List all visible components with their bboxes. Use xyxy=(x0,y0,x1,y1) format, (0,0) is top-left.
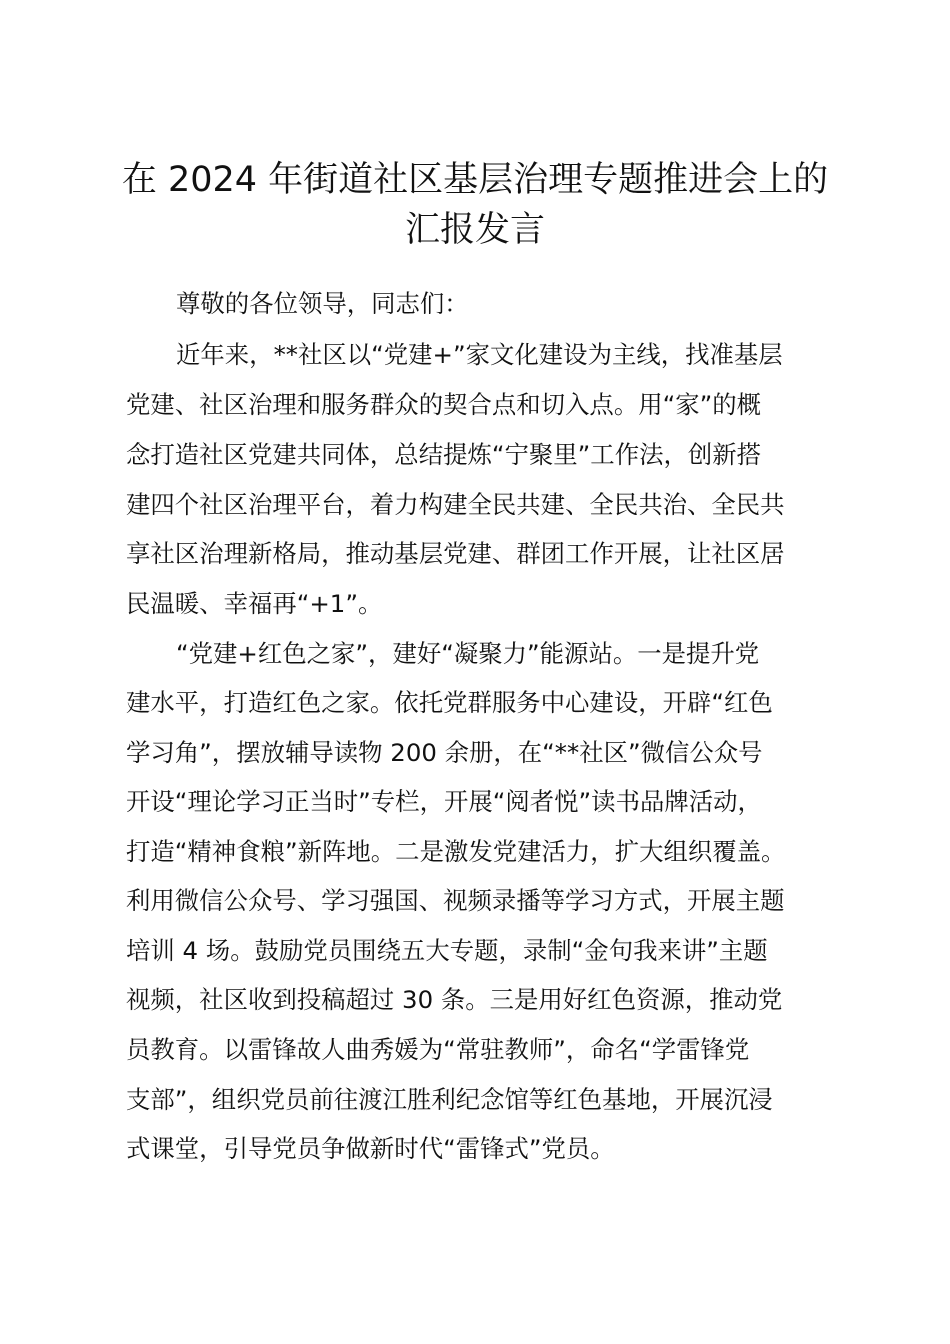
paragraph-2-line: 利用微信公众号、学习强国、视频录播等学习方式，开展主题 xyxy=(126,886,785,915)
paragraph-2-line: 开设“理论学习正当时”专栏，开展“阅者悦”读书品牌活动， xyxy=(126,787,762,816)
salutation: 尊敬的各位领导，同志们： xyxy=(176,289,469,318)
paragraph-1-line: 近年来，**社区以“党建+”家文化建设为主线，找准基层 xyxy=(176,340,783,369)
paragraph-2-line: 员教育。以雷锋故人曲秀媛为“常驻教师”，命名“学雷锋党 xyxy=(126,1035,750,1064)
paragraph-2-line: 建水平，打造红色之家。依托党群服务中心建设，开辟“红色 xyxy=(126,688,773,717)
paragraph-2-line: 培训 4 场。鼓励党员围绕五大专题，录制“金句我来讲”主题 xyxy=(126,936,768,965)
paragraph-2-line: 打造“精神食粮”新阵地。二是激发党建活力，扩大组织覆盖。 xyxy=(126,837,786,866)
paragraph-2-line: 视频，社区收到投稿超过 30 条。三是用好红色资源，推动党 xyxy=(126,985,783,1014)
paragraph-1-line: 念打造社区党建共同体，总结提炼“宁聚里”工作法，创新搭 xyxy=(126,440,762,469)
paragraph-2-line: “党建+红色之家”，建好“凝聚力”能源站。一是提升党 xyxy=(176,639,760,668)
document-title-line-1: 在 2024 年街道社区基层治理专题推进会上的 xyxy=(121,160,829,200)
paragraph-1-line: 建四个社区治理平台，着力构建全民共建、全民共治、全民共 xyxy=(126,490,785,519)
paragraph-1-line: 党建、社区治理和服务群众的契合点和切入点。用“家”的概 xyxy=(126,390,762,419)
paragraph-2-line: 学习角”，摆放辅导读物 200 余册，在“**社区”微信公众号 xyxy=(126,738,763,767)
paragraph-1-line: 民温暖、幸福再“+1”。 xyxy=(126,589,383,618)
paragraph-1-line: 享社区治理新格局，推动基层党建、群团工作开展，让社区居 xyxy=(126,539,785,568)
paragraph-2-line: 式课堂，引导党员争做新时代“雷锋式”党员。 xyxy=(126,1134,615,1163)
paragraph-2-line: 支部”，组织党员前往渡江胜利纪念馆等红色基地，开展沉浸 xyxy=(126,1085,773,1114)
document-title-line-2: 汇报发言 xyxy=(404,210,545,250)
